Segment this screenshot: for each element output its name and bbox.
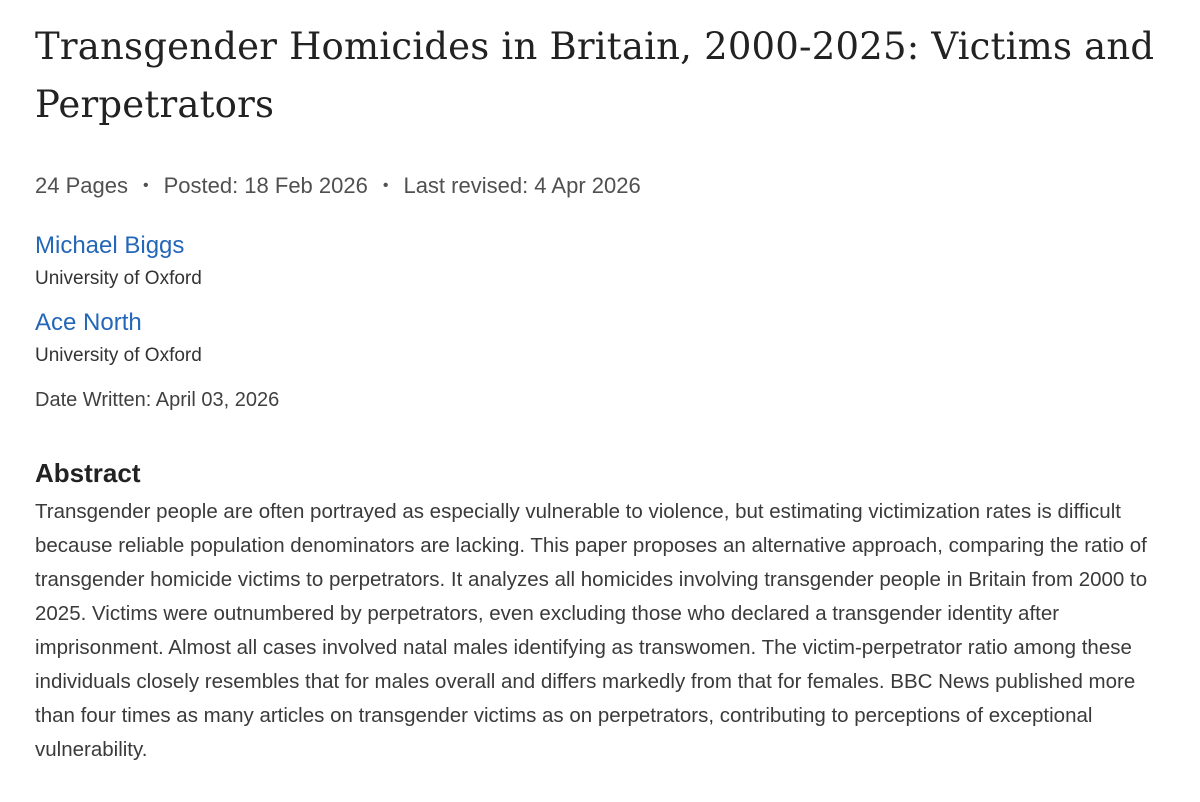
posted-date: Posted: 18 Feb 2026 <box>163 173 368 198</box>
author-block <box>35 308 1185 369</box>
paper-page <box>35 18 1185 767</box>
paper-title: Transgender Homicides in Britain, 2000-2025: Victims and Perpetrators <box>35 25 1155 126</box>
date-written: Date Written: April 03, 2026 <box>35 389 280 411</box>
page-count: 24 Pages <box>35 173 128 198</box>
meta-separator: • <box>382 177 389 194</box>
last-revised-date: Last revised: 4 Apr 2026 <box>403 173 641 198</box>
abstract-text: Transgender people are often portrayed as especially vulnerable to violence, but estimating victimization rates is difficult because reliable population denominators are lacking. This paper proposes an alternative approach, comparing the ratio of transgender homicide victims to perpetrators. It analyzes all homicides involving transgender people in Britain from 2000 to 2025. Victims were outnumbered by perpetrators, even excluding those who declared a transgender identity after imprisonment. Almost all cases involved natal males identifying as transwomen. The victim-perpetrator ratio among these individuals closely resembles that for males overall and differs markedly from that for females. BBC News published more than four times as many articles on transgender victims as on perpetrators, contributing to perceptions of exceptional vulnerability. <box>35 500 1148 761</box>
author-affiliation: University of Oxford <box>35 268 202 289</box>
author-block <box>35 231 1185 292</box>
abstract-heading: Abstract <box>35 458 141 488</box>
paper-meta <box>35 169 1185 203</box>
author-link-michael-biggs[interactable]: Michael Biggs <box>35 232 185 259</box>
meta-separator: • <box>142 177 149 194</box>
author-affiliation: University of Oxford <box>35 345 202 366</box>
author-link-ace-north[interactable]: Ace North <box>35 309 142 336</box>
